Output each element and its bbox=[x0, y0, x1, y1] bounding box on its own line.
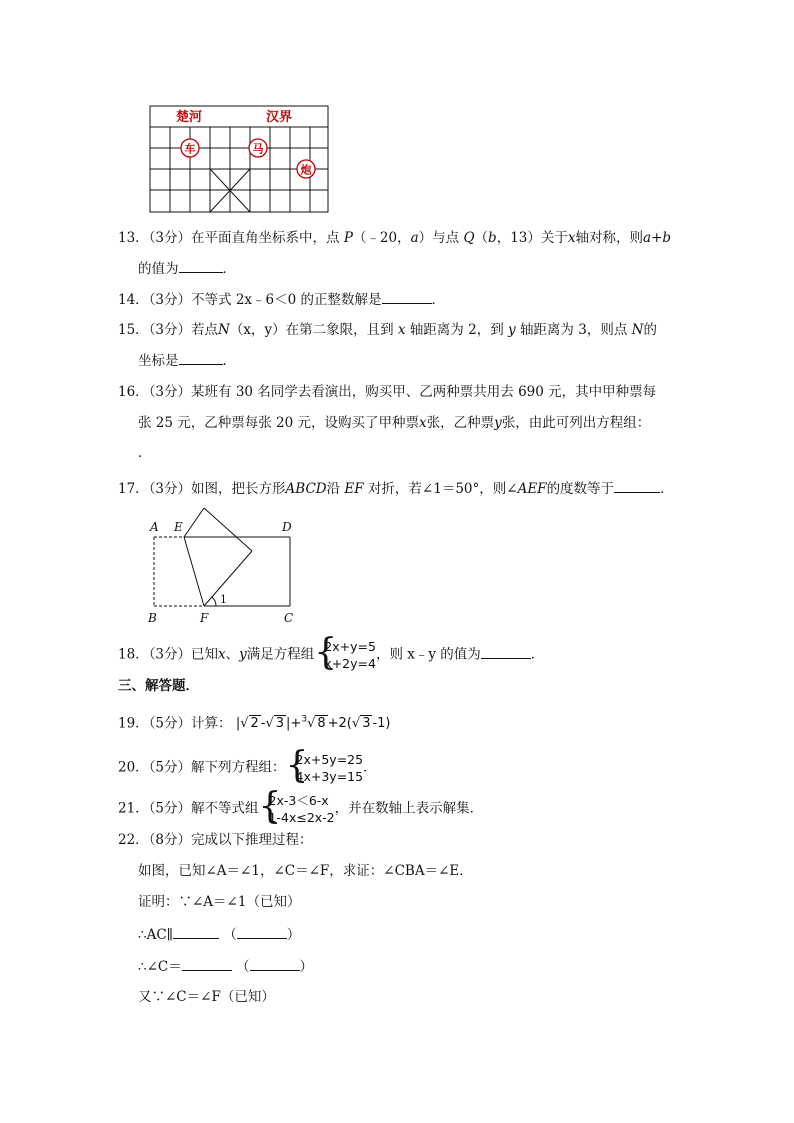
q19-radicand-2: 2 bbox=[250, 716, 259, 732]
q20-end: ． bbox=[363, 759, 377, 776]
q17-label-e: E bbox=[174, 520, 183, 534]
cannon-piece bbox=[297, 160, 315, 178]
question-16 bbox=[118, 382, 656, 402]
q18-equation-system: { 2x+y=5 x+2y=4 bbox=[314, 632, 376, 673]
river-right-label: 汉界 bbox=[266, 110, 293, 125]
q15-answer-blank[interactable] bbox=[179, 350, 223, 365]
q22-proof-line2: ∴AC∥ （ ） bbox=[138, 924, 300, 945]
q21-number: 21． bbox=[118, 800, 149, 817]
q17-angle-1-label: 1 bbox=[220, 593, 227, 606]
q17-label-c: C bbox=[284, 611, 294, 625]
q14-score: （3分） bbox=[148, 292, 192, 308]
q17-text-d: 的度数等于 bbox=[546, 481, 615, 497]
q16-number: 16． bbox=[118, 384, 149, 400]
q17-text-c: 对折，若∠1＝50°，则∠ bbox=[367, 481, 518, 497]
q22-reason-blank-1[interactable] bbox=[237, 924, 287, 939]
q18-eq2: x+2y=4 bbox=[324, 656, 376, 671]
q22-proof3-a: ∴∠C＝ bbox=[138, 959, 182, 975]
q15-score: （3分） bbox=[148, 322, 192, 338]
q18-end: ． bbox=[530, 646, 545, 663]
q13-answer-blank[interactable] bbox=[179, 258, 223, 273]
q17-score: （3分） bbox=[148, 481, 192, 497]
q22-text: 完成以下推理过程： bbox=[191, 832, 313, 848]
q22-blank-1[interactable] bbox=[173, 924, 219, 939]
q13-var-b: b bbox=[488, 230, 497, 246]
q22-given: 如图，已知∠A＝∠1，∠C＝∠F，求证：∠CBA＝∠E． bbox=[138, 863, 473, 879]
q19-cube-index: 3 bbox=[301, 715, 308, 725]
q15-text-c: 轴距离为 2，到 bbox=[409, 322, 504, 338]
q15-point-n2: N bbox=[631, 322, 644, 338]
chariot-piece-label: 车 bbox=[184, 142, 196, 156]
q22-proof-line1: 证明：∵∠A＝∠1（已知） bbox=[138, 894, 301, 910]
q19-radicand-3b: 3 bbox=[362, 716, 371, 732]
q20-score: （5分） bbox=[148, 759, 192, 776]
q13-point-p: P bbox=[343, 230, 353, 246]
q15-text-a: 若点 bbox=[191, 322, 219, 338]
q13-var-a: a bbox=[410, 230, 419, 246]
q17-label-d: D bbox=[282, 520, 292, 534]
q15-axis-y: y bbox=[508, 322, 516, 338]
q17-number: 17． bbox=[118, 481, 149, 497]
q18-number: 18． bbox=[118, 646, 149, 663]
question-19 bbox=[118, 710, 391, 734]
q22-score: （8分） bbox=[148, 832, 192, 848]
q20-equation-system: { 2x+5y=25 4x+3y=15 bbox=[285, 745, 364, 786]
q13-score: （3分） bbox=[148, 230, 192, 246]
q16-line2-c: 张，由此可列出方程组： bbox=[501, 415, 651, 431]
q18-text-a: 已知 bbox=[191, 646, 219, 663]
q22-blank-2[interactable] bbox=[182, 956, 232, 971]
q13-coords-p: （﹣20， bbox=[352, 230, 411, 246]
q19-mid: +2( bbox=[327, 716, 352, 732]
question-13-line2 bbox=[138, 258, 236, 279]
q13-number: 13． bbox=[118, 230, 149, 246]
q19-number: 19． bbox=[118, 715, 149, 732]
q18-answer-blank[interactable] bbox=[481, 644, 531, 659]
q19-expression: |√ 2 -√ 3 |+$^3$√ 8 +2(√ 3 -1) bbox=[235, 715, 391, 732]
question-18 bbox=[118, 632, 545, 673]
q14-answer-blank[interactable] bbox=[382, 289, 432, 304]
q15-point-n: N bbox=[218, 322, 230, 338]
section-3-title: 三、解答题． bbox=[118, 678, 199, 694]
q22-reason-blank-2[interactable] bbox=[250, 956, 300, 971]
q13-axis-x: x bbox=[567, 230, 576, 246]
q16-line3: ． bbox=[138, 445, 152, 461]
chariot-piece bbox=[181, 139, 199, 157]
q15-number: 15． bbox=[118, 322, 149, 338]
q20-eq2: 4x+3y=15 bbox=[295, 769, 364, 784]
q19-text: 计算： bbox=[191, 715, 232, 732]
q15-line2: 坐标是 bbox=[138, 353, 179, 369]
q16-score: （3分） bbox=[148, 384, 192, 400]
q16-var-y: y bbox=[494, 415, 502, 431]
q13-text-c: 轴对称，则 bbox=[575, 230, 644, 246]
q18-var-x: x bbox=[218, 646, 226, 663]
question-13 bbox=[118, 228, 671, 248]
q17-angle-aef: AEF bbox=[517, 481, 547, 497]
q20-eq1: 2x+5y=25 bbox=[295, 752, 364, 767]
q17-rect-abcd: ABCD bbox=[285, 481, 327, 497]
q18-sep: 、 bbox=[225, 646, 240, 663]
q18-eq1: 2x+y=5 bbox=[324, 639, 376, 654]
q17-fold-figure bbox=[146, 504, 306, 628]
q17-text-b: 沿 bbox=[326, 481, 341, 497]
q19-radicand-8: 8 bbox=[317, 716, 326, 732]
q13-coords-q-open: （ bbox=[474, 230, 489, 246]
q22-number: 22． bbox=[118, 832, 149, 848]
question-20 bbox=[118, 745, 377, 786]
q15-text-e: 的 bbox=[643, 322, 657, 338]
question-16-line3 bbox=[138, 443, 152, 463]
chess-board-figure bbox=[148, 104, 332, 216]
q20-number: 20． bbox=[118, 759, 149, 776]
q13-a-plus-b: a+b bbox=[643, 230, 672, 246]
q18-score: （3分） bbox=[148, 646, 192, 663]
question-16-line2 bbox=[138, 413, 650, 433]
cannon-piece-label: 炮 bbox=[300, 163, 312, 177]
q15-text-d: 轴距离为 3，则点 bbox=[519, 322, 628, 338]
q13-coords-q-close: ，13）关于 bbox=[496, 230, 568, 246]
q18-text-c: ，则 x﹣y 的值为 bbox=[375, 646, 481, 663]
q14-number: 14． bbox=[118, 292, 149, 308]
horse-piece-label: 马 bbox=[252, 142, 264, 156]
q21-text: 解不等式组 bbox=[191, 800, 259, 817]
question-15 bbox=[118, 320, 657, 340]
q14-end: ． bbox=[431, 292, 445, 308]
q14-text: 不等式 2x﹣6＜0 的正整数解是 bbox=[191, 292, 382, 308]
q16-line2-a: 张 25 元，乙种票每张 20 元，设购买了甲种票 bbox=[138, 415, 420, 431]
q21-score: （5分） bbox=[148, 800, 192, 817]
q13-text-d: 的值为 bbox=[138, 261, 179, 277]
q15-axis-x: x bbox=[397, 322, 406, 338]
q17-answer-blank[interactable] bbox=[614, 478, 660, 493]
q13-end: ． bbox=[222, 261, 236, 277]
q17-label-f: F bbox=[200, 611, 209, 625]
q21-inequality-system: { 2x-3＜6-x 1-4x≤2x-2 bbox=[258, 786, 335, 827]
q17-text-a: 如图，把长方形 bbox=[191, 481, 286, 497]
q17-label-b: B bbox=[148, 611, 157, 625]
q19-score: （5分） bbox=[148, 715, 192, 732]
q20-text: 解下列方程组： bbox=[191, 759, 286, 776]
q16-line2-b: 张，乙种票 bbox=[426, 415, 495, 431]
q15-end: ． bbox=[222, 353, 236, 369]
question-14 bbox=[118, 289, 445, 310]
question-17 bbox=[118, 478, 674, 499]
river-left-label: 楚河 bbox=[176, 110, 203, 125]
q17-label-a: A bbox=[150, 520, 159, 534]
horse-piece bbox=[249, 139, 267, 157]
q22-proof-line4: 又∵∠C＝∠F（已知） bbox=[138, 989, 275, 1005]
q19-radicand-3: 3 bbox=[275, 716, 285, 732]
q21-tail: ，并在数轴上表示解集． bbox=[334, 800, 484, 817]
question-15-line2 bbox=[138, 350, 236, 371]
q22-proof-line3: ∴∠C＝ （ ） bbox=[138, 956, 313, 977]
q16-var-x: x bbox=[419, 415, 427, 431]
q19-tail: -1) bbox=[372, 716, 391, 732]
q13-text-a: 在平面直角坐标系中，点 bbox=[191, 230, 340, 246]
q13-point-q: Q bbox=[463, 230, 475, 246]
q22-proof2-a: ∴AC∥ bbox=[138, 927, 173, 943]
q16-line1: 某班有 30 名同学去看演出，购买甲、乙两种票共用去 690 元，其中甲种票每 bbox=[191, 384, 657, 400]
q15-coords: （x，y） bbox=[229, 322, 286, 338]
q17-end: ． bbox=[660, 481, 674, 497]
question-21 bbox=[118, 786, 484, 827]
q21-eq2: 1-4x≤2x-2 bbox=[268, 810, 335, 825]
q17-line-ef: EF bbox=[344, 481, 364, 497]
q18-text-b: 满足方程组 bbox=[246, 646, 315, 663]
q21-eq1: 2x-3＜6-x bbox=[268, 793, 329, 808]
question-22 bbox=[118, 830, 313, 850]
q15-text-b: 在第二象限，且到 bbox=[285, 322, 394, 338]
q13-text-b: ）与点 bbox=[418, 230, 460, 246]
q18-var-y: y bbox=[239, 646, 247, 663]
